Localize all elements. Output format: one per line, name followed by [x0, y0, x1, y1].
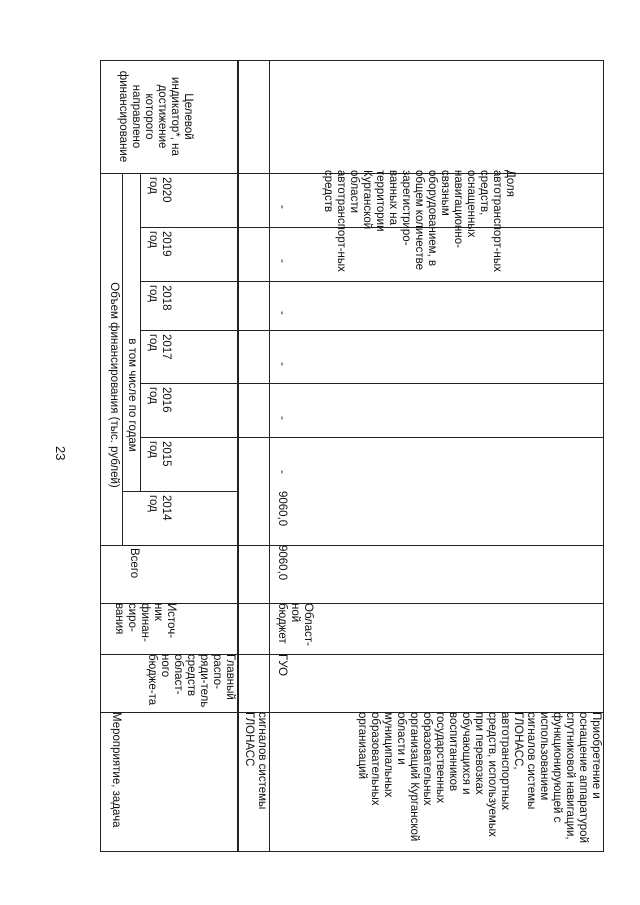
header-year-2019: 2019 год — [147, 231, 172, 257]
header-year-2014: 2014 год — [147, 495, 172, 521]
continuation-measure: сигналов системы ГЛОНАСС — [243, 712, 268, 810]
row-year-2017: - — [276, 362, 288, 366]
header-indicator: Целевой индикатор*, на достижение которого направлено финансирование — [117, 70, 194, 163]
header-funding: Объем финансирования (тыс. рублей) — [108, 282, 120, 488]
row-total: 9060,0 — [276, 545, 288, 581]
row-measure: Приобретение и оснащение аппаратурой спутниковой навигации, функционирующей с использованием сигналов системы ГЛОНАСС, автотранспортных средств, используемых при перевозках обучающихся и воспитанников государственных образовательных организаций Курганской области и муниципальных образовательных организаций — [356, 712, 602, 844]
header-year-2018: 2018 год — [147, 285, 172, 311]
row-source: Област-ной бюджет — [276, 603, 314, 646]
header-year-2015: 2015 год — [147, 441, 172, 467]
header-manager: Главный распо-ряди-тель средств област-ного бюдже-та — [146, 654, 236, 708]
row-year-2019: - — [276, 259, 288, 263]
row-indicator: Доля автотранспорт-ных средств, оснащенных навигационно-связным оборудованием, в общем количестве зарегистриро-ванных на территории Курганской области автотранспорт-ных средств — [322, 170, 516, 272]
header-year-2017: 2017 год — [147, 334, 172, 360]
row-year-2018: - — [276, 311, 288, 315]
header-year-2016: 2016 год — [147, 387, 172, 413]
row-year-2015: - — [276, 470, 288, 474]
header-year-2020: 2020 год — [147, 177, 172, 203]
row-manager: ГУО — [276, 654, 288, 677]
row-year-2014: 9060,0 — [276, 491, 288, 527]
header-total: Всего — [128, 548, 140, 579]
header-measure: Мероприятие, задача — [110, 712, 122, 828]
page-number: 23 — [53, 446, 68, 461]
row-year-2020: - — [276, 205, 288, 209]
header-by-years: в том числе по годам — [126, 338, 138, 452]
header-source: Источ-ник финан-сиро-вания — [113, 603, 177, 642]
row-year-2016: - — [276, 416, 288, 420]
